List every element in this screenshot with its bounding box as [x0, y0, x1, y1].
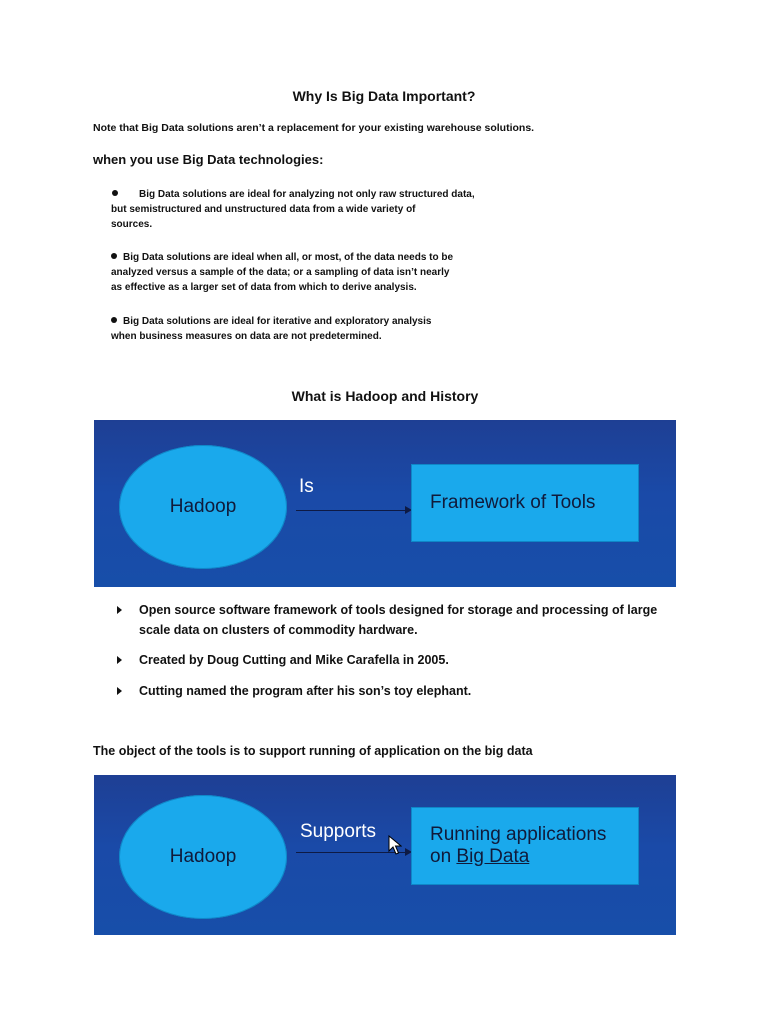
- ellipse-label: Hadoop: [169, 496, 237, 517]
- arrow-line: [296, 510, 406, 511]
- section-title: What is Hadoop and History: [291, 388, 479, 404]
- triangle-right-icon: [117, 656, 122, 664]
- bullet-dot-icon: [111, 317, 117, 323]
- running-applications-box: [411, 807, 639, 885]
- bullet-dot-icon: [111, 253, 117, 259]
- list-item: [111, 314, 541, 344]
- bullet-line: Big Data solutions are ideal for analyzing not only raw structured data,: [139, 189, 475, 200]
- bullet-line: as effective as a larger set of data from which to derive analysis.: [111, 282, 417, 293]
- arrow-label: Supports: [300, 821, 377, 842]
- box-label: [430, 824, 630, 868]
- list-item: [111, 250, 541, 295]
- bullet-text: Created by Doug Cutting and Mike Carafella in 2005.: [139, 653, 449, 667]
- hadoop-is-diagram: [94, 420, 676, 587]
- list-item: [111, 187, 541, 232]
- hadoop-supports-diagram: [94, 775, 676, 935]
- hadoop-ellipse: [119, 445, 287, 569]
- box-label-line1: Running applications: [430, 824, 607, 845]
- when-heading: when you use Big Data technologies:: [93, 152, 324, 167]
- bullet-line: sources.: [111, 219, 153, 230]
- box-label-prefix: on: [430, 846, 457, 867]
- bullet-line: when business measures on data are not predetermined.: [111, 331, 382, 342]
- arrow-label: Is: [299, 476, 314, 497]
- bullet-text: Cutting named the program after his son’s toy elephant.: [139, 684, 472, 698]
- triangle-right-icon: [117, 687, 122, 695]
- big-data-link-text: Big Data: [456, 846, 530, 867]
- bullet-line: analyzed versus a sample of the data; or a sampling of data isn’t nearly: [111, 267, 450, 278]
- page-title: Why Is Big Data Important?: [292, 88, 476, 104]
- framework-box: [411, 464, 639, 542]
- bullet-line: but semistructured and unstructured data from a wide variety of: [111, 204, 416, 215]
- bullet-dot-icon: [112, 190, 118, 196]
- note-text: Note that Big Data solutions aren’t a replacement for your existing warehouse solutions.: [93, 122, 535, 134]
- bullet-text: Open source software framework of tools designed for storage and processing of large scale data on clusters of commodity hardware.: [139, 603, 658, 637]
- box-label-line2: [430, 846, 630, 868]
- ellipse-label: Hadoop: [169, 846, 237, 867]
- mouse-pointer-icon: [388, 835, 402, 855]
- bullet-line: Big Data solutions are ideal when all, or most, of the data needs to be: [123, 252, 454, 263]
- objective-text: The object of the tools is to support running of application on the big data: [93, 744, 533, 758]
- box-label: Framework of Tools: [430, 492, 596, 513]
- triangle-right-icon: [117, 606, 122, 614]
- hadoop-ellipse: [119, 795, 287, 919]
- bullet-line: Big Data solutions are ideal for iterative and exploratory analysis: [123, 316, 432, 327]
